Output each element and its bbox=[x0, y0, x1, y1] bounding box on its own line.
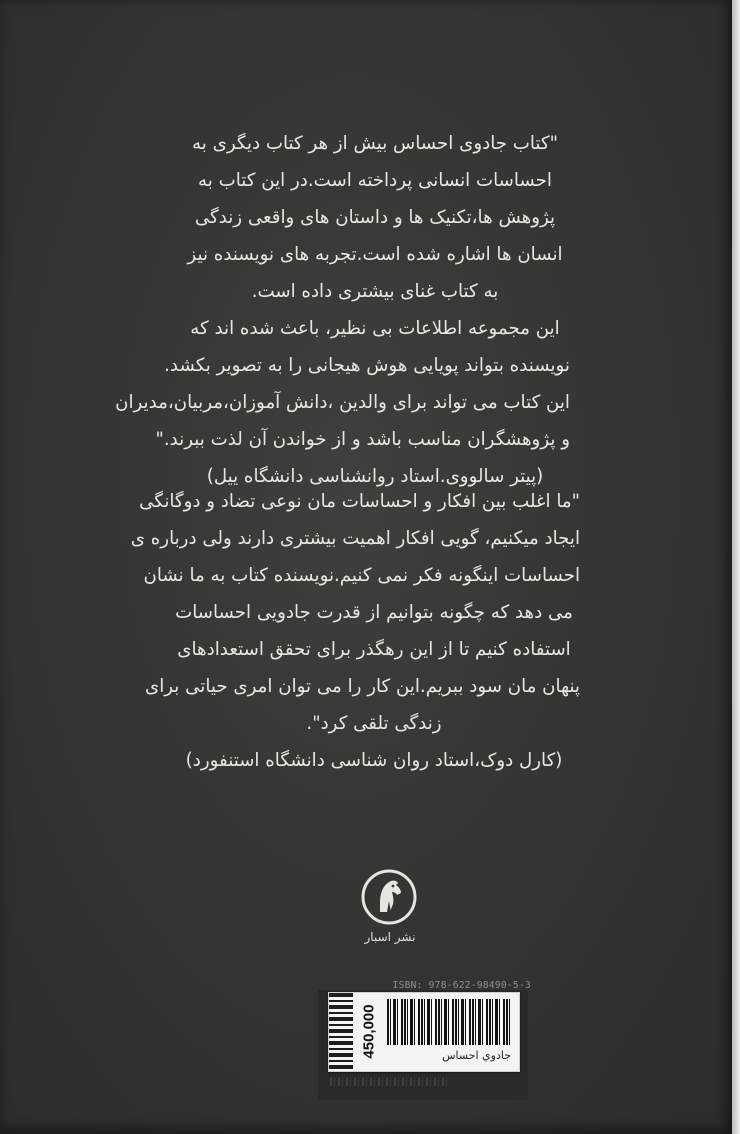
sticker-book-title: جادوي احساس bbox=[442, 1049, 511, 1062]
blurb-duck bbox=[130, 483, 580, 779]
blurb-line: این کتاب می تواند برای والدین ،دانش آموزان،مربیان،مدیران bbox=[115, 392, 570, 413]
isbn-text: ISBN: 978-622-98490-5-3 bbox=[392, 980, 531, 991]
publisher-name: نشر اسبار bbox=[364, 930, 416, 944]
blurb-salovey bbox=[115, 125, 570, 495]
blurb-line: استفاده کنیم تا از این رهگذر برای تحقق استعدادهای bbox=[177, 639, 571, 660]
blurb-attribution: (پیتر سالووی.استاد روانشناسی دانشگاه ییل) bbox=[206, 466, 544, 487]
horse-head-pen-nib-icon bbox=[360, 868, 418, 926]
blurb-line: ایجاد میکنیم، گویی افکار اهمیت بیشتری دارند ولی درباره ی bbox=[130, 528, 580, 549]
blurb-line: زندگی تلقی کرد". bbox=[306, 713, 442, 734]
blurb-line: این مجموعه اطلاعات بی نظیر، باعث شده اند که bbox=[190, 318, 560, 339]
blurb-line: پژوهش ها،تکنیک ها و داستان های واقعی زندگی bbox=[194, 207, 556, 228]
blurb-line: "کتاب جادوی احساس بیش از هر کتاب دیگری به bbox=[192, 133, 558, 154]
blurb-attribution: (کارل دوک،استاد روان شناسی دانشگاه استنفورد) bbox=[185, 750, 563, 771]
blurb-line: احساسات اینگونه فکر نمی کنیم.نویسنده کتاب به ما نشان bbox=[143, 565, 580, 586]
price-sticker bbox=[328, 992, 520, 1072]
price-label-wrap bbox=[355, 1003, 383, 1059]
sticker-stripes bbox=[329, 993, 353, 1071]
blurb-line: به کتاب غنای بیشتری داده است. bbox=[251, 281, 499, 302]
price-label: 450,000 bbox=[360, 1003, 378, 1059]
blurb-line: انسان ها اشاره شده است.تجربه های نویسنده نیز bbox=[187, 244, 563, 265]
blurb-line: نویسنده بتواند پویایی هوش هیجانی را به تصویر بکشد. bbox=[164, 355, 570, 376]
blurb-line: "ما اغلب بین افکار و احساسات مان نوعی تضاد و دوگانگی bbox=[139, 491, 580, 512]
blurb-line: و پژوهشگران مناسب باشد و از خواندن آن لذت ببرند." bbox=[155, 429, 570, 450]
blurb-line: می دهد که چگونه بتوانیم از قدرت جادویی احساسات bbox=[175, 602, 573, 623]
blurb-line: پنهان مان سود ببریم.این کار را می توان امری حیاتی برای bbox=[144, 676, 580, 697]
barcode-remnant bbox=[330, 1078, 450, 1086]
blurb-line: احساسات انسانی پرداخته است.در این کتاب به bbox=[198, 170, 552, 191]
page-edge bbox=[732, 0, 740, 1134]
barcode-icon bbox=[387, 999, 511, 1045]
